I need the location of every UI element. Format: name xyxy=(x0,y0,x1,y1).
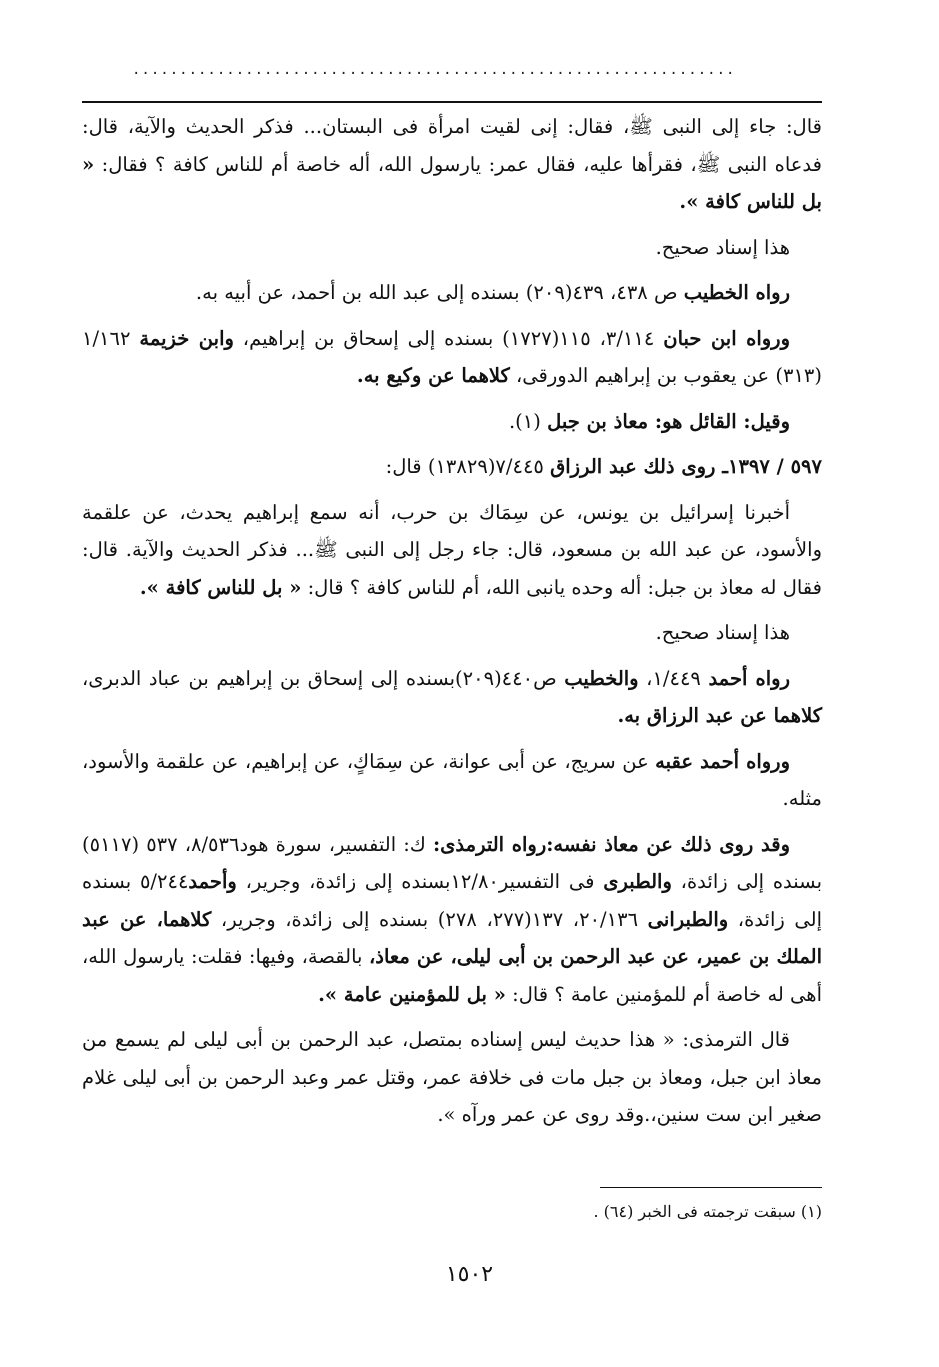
bold-text-run: ٥٩٧ / ١٣٩٧ـ روى ذلك عبد الرزاق xyxy=(550,455,822,478)
paragraph-p3 xyxy=(82,274,822,312)
bold-text-run: كلاهما عن عبد الرزاق به. xyxy=(617,704,822,727)
paragraph-p5 xyxy=(82,403,822,441)
text-run: هذا إسناد صحيح. xyxy=(655,621,790,644)
footnote-rule xyxy=(600,1187,822,1188)
paragraph-p9 xyxy=(82,660,822,735)
bold-text-run: « بل للناس كافة ». xyxy=(139,575,302,599)
paragraph-p2 xyxy=(82,229,822,267)
footnote: (١) سبقت ترجمته فى الخبر (٦٤) . xyxy=(593,1202,822,1221)
text-run: ٢٠/١٣٦، ١٣٧(٢٧٧، ٢٧٨) بسنده إلى زائدة، وجرير، xyxy=(211,907,648,931)
bold-text-run: وابن خزيمة xyxy=(139,326,234,350)
text-run: هذا إسناد صحيح. xyxy=(655,235,790,259)
bold-text-run: كلاهما، عن عبد الملك بن عمير، عن عبد الرحمن بن أبى ليلى، عن معاذ، xyxy=(82,907,822,968)
text-run: قال الترمذى: « هذا حديث ليس إسناده بمتصل، عبد الرحمن بن أبى ليلى لم يسمع من معاذ ابن جبل، ومعاذ بن جبل مات فى خلافة عمر، وقتل عمر وعبد الرحمن بن أبى ليلى غلام صغير ابن ست سنين،.وقد روى عن عمر ورآه ». xyxy=(82,1028,822,1126)
bold-text-run: ورواه أحمد عقبه xyxy=(655,749,790,773)
text-run: ٥/٢٤٤ بسنده إلى زائدة، xyxy=(82,870,823,931)
bold-text-run: وأحمد xyxy=(188,870,237,893)
main-text xyxy=(82,108,822,1142)
header-rule xyxy=(82,101,822,103)
paragraph-p7 xyxy=(82,494,822,607)
text-run: ص ٤٣٨، ٤٣٩(٢٠٩) بسنده إلى عبد الله بن أحمد، عن أبيه به. xyxy=(195,281,684,304)
bold-text-run: كلاهما عن وكيع به. xyxy=(356,364,510,387)
text-run: ١/٤٤٩، xyxy=(638,666,709,690)
header-dotted-line: ................................................................ xyxy=(132,62,736,78)
text-run: فى التفسير١٢/٨٠بسنده إلى زائدة، وجرير، xyxy=(236,870,604,893)
bold-text-run: والطبرى xyxy=(603,870,672,893)
bold-text-run: رواه أحمد xyxy=(708,666,790,690)
paragraph-p1 xyxy=(82,108,822,221)
bold-text-run: « بل للمؤمنين عامة ». xyxy=(318,982,506,1006)
bold-text-run: رواه الخطيب xyxy=(683,281,790,304)
paragraph-p4 xyxy=(82,320,822,395)
paragraph-p12 xyxy=(82,1021,822,1134)
paragraph-p6 xyxy=(82,448,822,486)
text-run: عن سريج، عن أبى عوانة، عن سِمَاكٍ، عن إبراهيم، عن علقمة والأسود، مثله. xyxy=(82,749,822,810)
bold-text-run: وقد روى ذلك عن معاذ نفسه:رواه الترمذى: xyxy=(432,832,790,856)
text-run: ٧/٤٤٥(١٣٨٢٩) قال: xyxy=(385,455,551,478)
text-run: أخبرنا إسرائيل بن يونس، عن سِمَاك بن حرب، أنه سمع إبراهيم يحدث، عن علقمة والأسود، عن عبد الله بن مسعود، قال: جاء رجل إلى النبى ﷺ... فذكر الحديث والآية. قال: فقال له معاذ بن جبل: أله وحده يانبى الله، أم للناس كافة ؟ قال: xyxy=(82,500,822,599)
text-run: ص٤٤٠(٢٠٩)بسنده إلى إسحاق بن إبراهيم بن عباد الدبرى، xyxy=(82,666,565,690)
text-run: ١/١٦٢ (٣١٣) عن يعقوب بن إبراهيم الدورقى، xyxy=(82,326,822,387)
text-run: (١). xyxy=(508,409,548,433)
bold-text-run: والطبرانى xyxy=(647,907,729,931)
text-run: بالقصة، وفيها: فقلت: يارسول الله، أهى له خاصة أم للمؤمنين عامة ؟ قال: xyxy=(82,945,822,1006)
text-run: قال: جاء إلى النبى ﷺ، فقال: إنى لقيت امرأة فى البستان... فذكر الحديث والآية، قال: فدعاه النبى ﷺ، فقرأها عليه، فقال عمر: يارسول الله، أله خاصة أم للناس كافة ؟ فقال: xyxy=(82,115,822,176)
text-run: ك: التفسير، سورة هود٨/٥٣٦، ٥٣٧ (٥١١٧) بسنده إلى زائدة، xyxy=(82,832,822,893)
page-number: ١٥٠٢ xyxy=(445,1262,494,1287)
bold-text-run: « بل للناس كافة ». xyxy=(82,152,822,213)
paragraph-p10 xyxy=(82,743,822,818)
paragraph-p11 xyxy=(82,826,822,1014)
text-run: ٣/١١٤، ١١٥(١٧٢٧) بسنده إلى إسحاق بن إبراهيم، xyxy=(233,326,664,350)
bold-text-run: وقيل: القائل هو: معاذ بن جبل xyxy=(547,409,790,433)
bold-text-run: ورواه ابن حبان xyxy=(663,326,790,350)
bold-text-run: والخطيب xyxy=(564,666,639,690)
paragraph-p8 xyxy=(82,614,822,652)
